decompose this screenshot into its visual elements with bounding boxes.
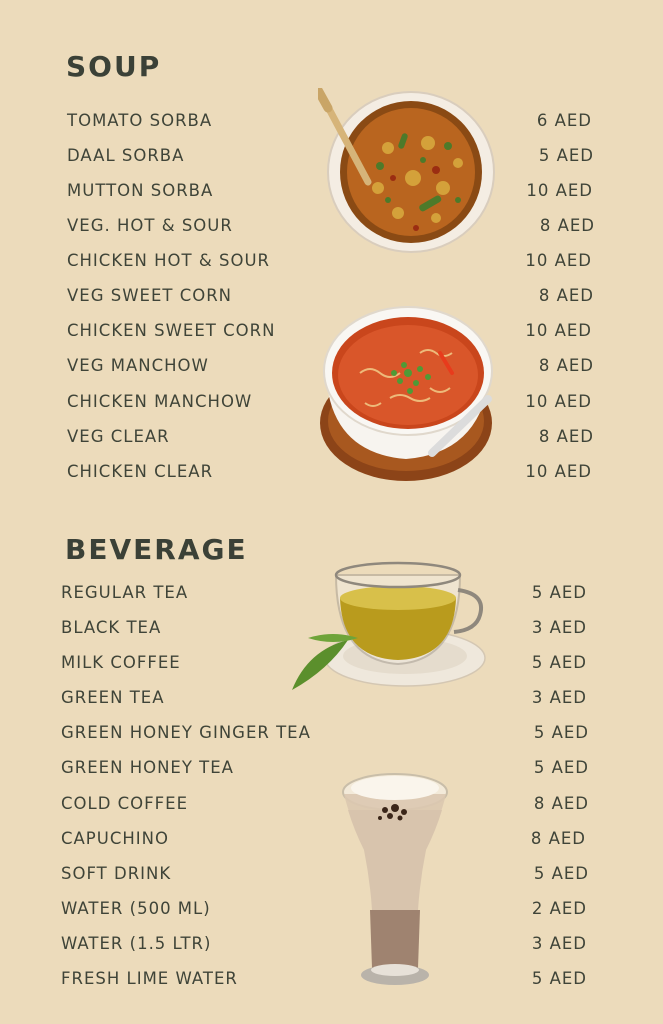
menu-item-price: 8 AED bbox=[530, 829, 586, 848]
menu-item-price: 3 AED bbox=[531, 934, 587, 953]
menu-item-price: 3 AED bbox=[531, 618, 587, 637]
beverage-section-title: BEVERAGE bbox=[65, 533, 248, 566]
menu-item-price: 8 AED bbox=[539, 216, 595, 235]
green-tea-cup-image bbox=[288, 560, 488, 695]
menu-item-price: 8 AED bbox=[538, 356, 594, 375]
menu-item-price: 3 AED bbox=[531, 688, 587, 707]
menu-item-name: GREEN HONEY TEA bbox=[61, 758, 234, 777]
hot-and-sour-soup-bowl-image bbox=[320, 303, 502, 485]
menu-item-price: 5 AED bbox=[538, 146, 594, 165]
menu-item-name: BLACK TEA bbox=[61, 618, 162, 637]
menu-item-price: 8 AED bbox=[538, 286, 594, 305]
menu-item-price: 5 AED bbox=[533, 758, 589, 777]
menu-item-name: TOMATO SORBA bbox=[67, 111, 213, 130]
menu-item-name: CHICKEN SWEET CORN bbox=[67, 321, 276, 340]
menu-item-name: FRESH LIME WATER bbox=[61, 969, 238, 988]
vegetable-soup-bowl-image bbox=[318, 88, 498, 256]
cold-coffee-glass-image bbox=[340, 770, 450, 995]
menu-item-name: CAPUCHINO bbox=[61, 829, 169, 848]
menu-item-price: 5 AED bbox=[533, 723, 589, 742]
menu-item-price: 8 AED bbox=[533, 794, 589, 813]
menu-item-price: 5 AED bbox=[533, 864, 589, 883]
menu-item-name: DAAL SORBA bbox=[67, 146, 185, 165]
menu-item-name: CHICKEN HOT & SOUR bbox=[67, 251, 270, 270]
menu-item-name: CHICKEN CLEAR bbox=[67, 462, 214, 481]
menu-item-price: 5 AED bbox=[531, 653, 587, 672]
menu-item-price: 10 AED bbox=[525, 462, 592, 481]
menu-item-price: 10 AED bbox=[525, 251, 592, 270]
menu-item-name: REGULAR TEA bbox=[61, 583, 189, 602]
menu-item-name: VEG. HOT & SOUR bbox=[67, 216, 233, 235]
menu-item-name: MUTTON SORBA bbox=[67, 181, 214, 200]
menu-item-name: WATER (1.5 LTR) bbox=[61, 934, 212, 953]
menu-item-price: 6 AED bbox=[536, 111, 592, 130]
menu-item-name: VEG MANCHOW bbox=[67, 356, 209, 375]
menu-item-name: WATER (500 ML) bbox=[61, 899, 211, 918]
menu-item-price: 10 AED bbox=[525, 321, 592, 340]
menu-item-name: VEG CLEAR bbox=[67, 427, 170, 446]
menu-item-name: MILK COFFEE bbox=[61, 653, 181, 672]
menu-item-price: 10 AED bbox=[525, 392, 592, 411]
menu-item-price: 8 AED bbox=[538, 427, 594, 446]
menu-item-price: 2 AED bbox=[531, 899, 587, 918]
menu-item-name: GREEN TEA bbox=[61, 688, 165, 707]
menu-item-name: GREEN HONEY GINGER TEA bbox=[61, 723, 311, 742]
menu-item-name: VEG SWEET CORN bbox=[67, 286, 233, 305]
menu-item-price: 5 AED bbox=[531, 969, 587, 988]
soup-section-title: SOUP bbox=[66, 50, 162, 83]
menu-item-price: 10 AED bbox=[526, 181, 593, 200]
menu-item-name: CHICKEN MANCHOW bbox=[67, 392, 253, 411]
menu-item-name: SOFT DRINK bbox=[61, 864, 172, 883]
menu-item-name: COLD COFFEE bbox=[61, 794, 188, 813]
menu-item-price: 5 AED bbox=[531, 583, 587, 602]
